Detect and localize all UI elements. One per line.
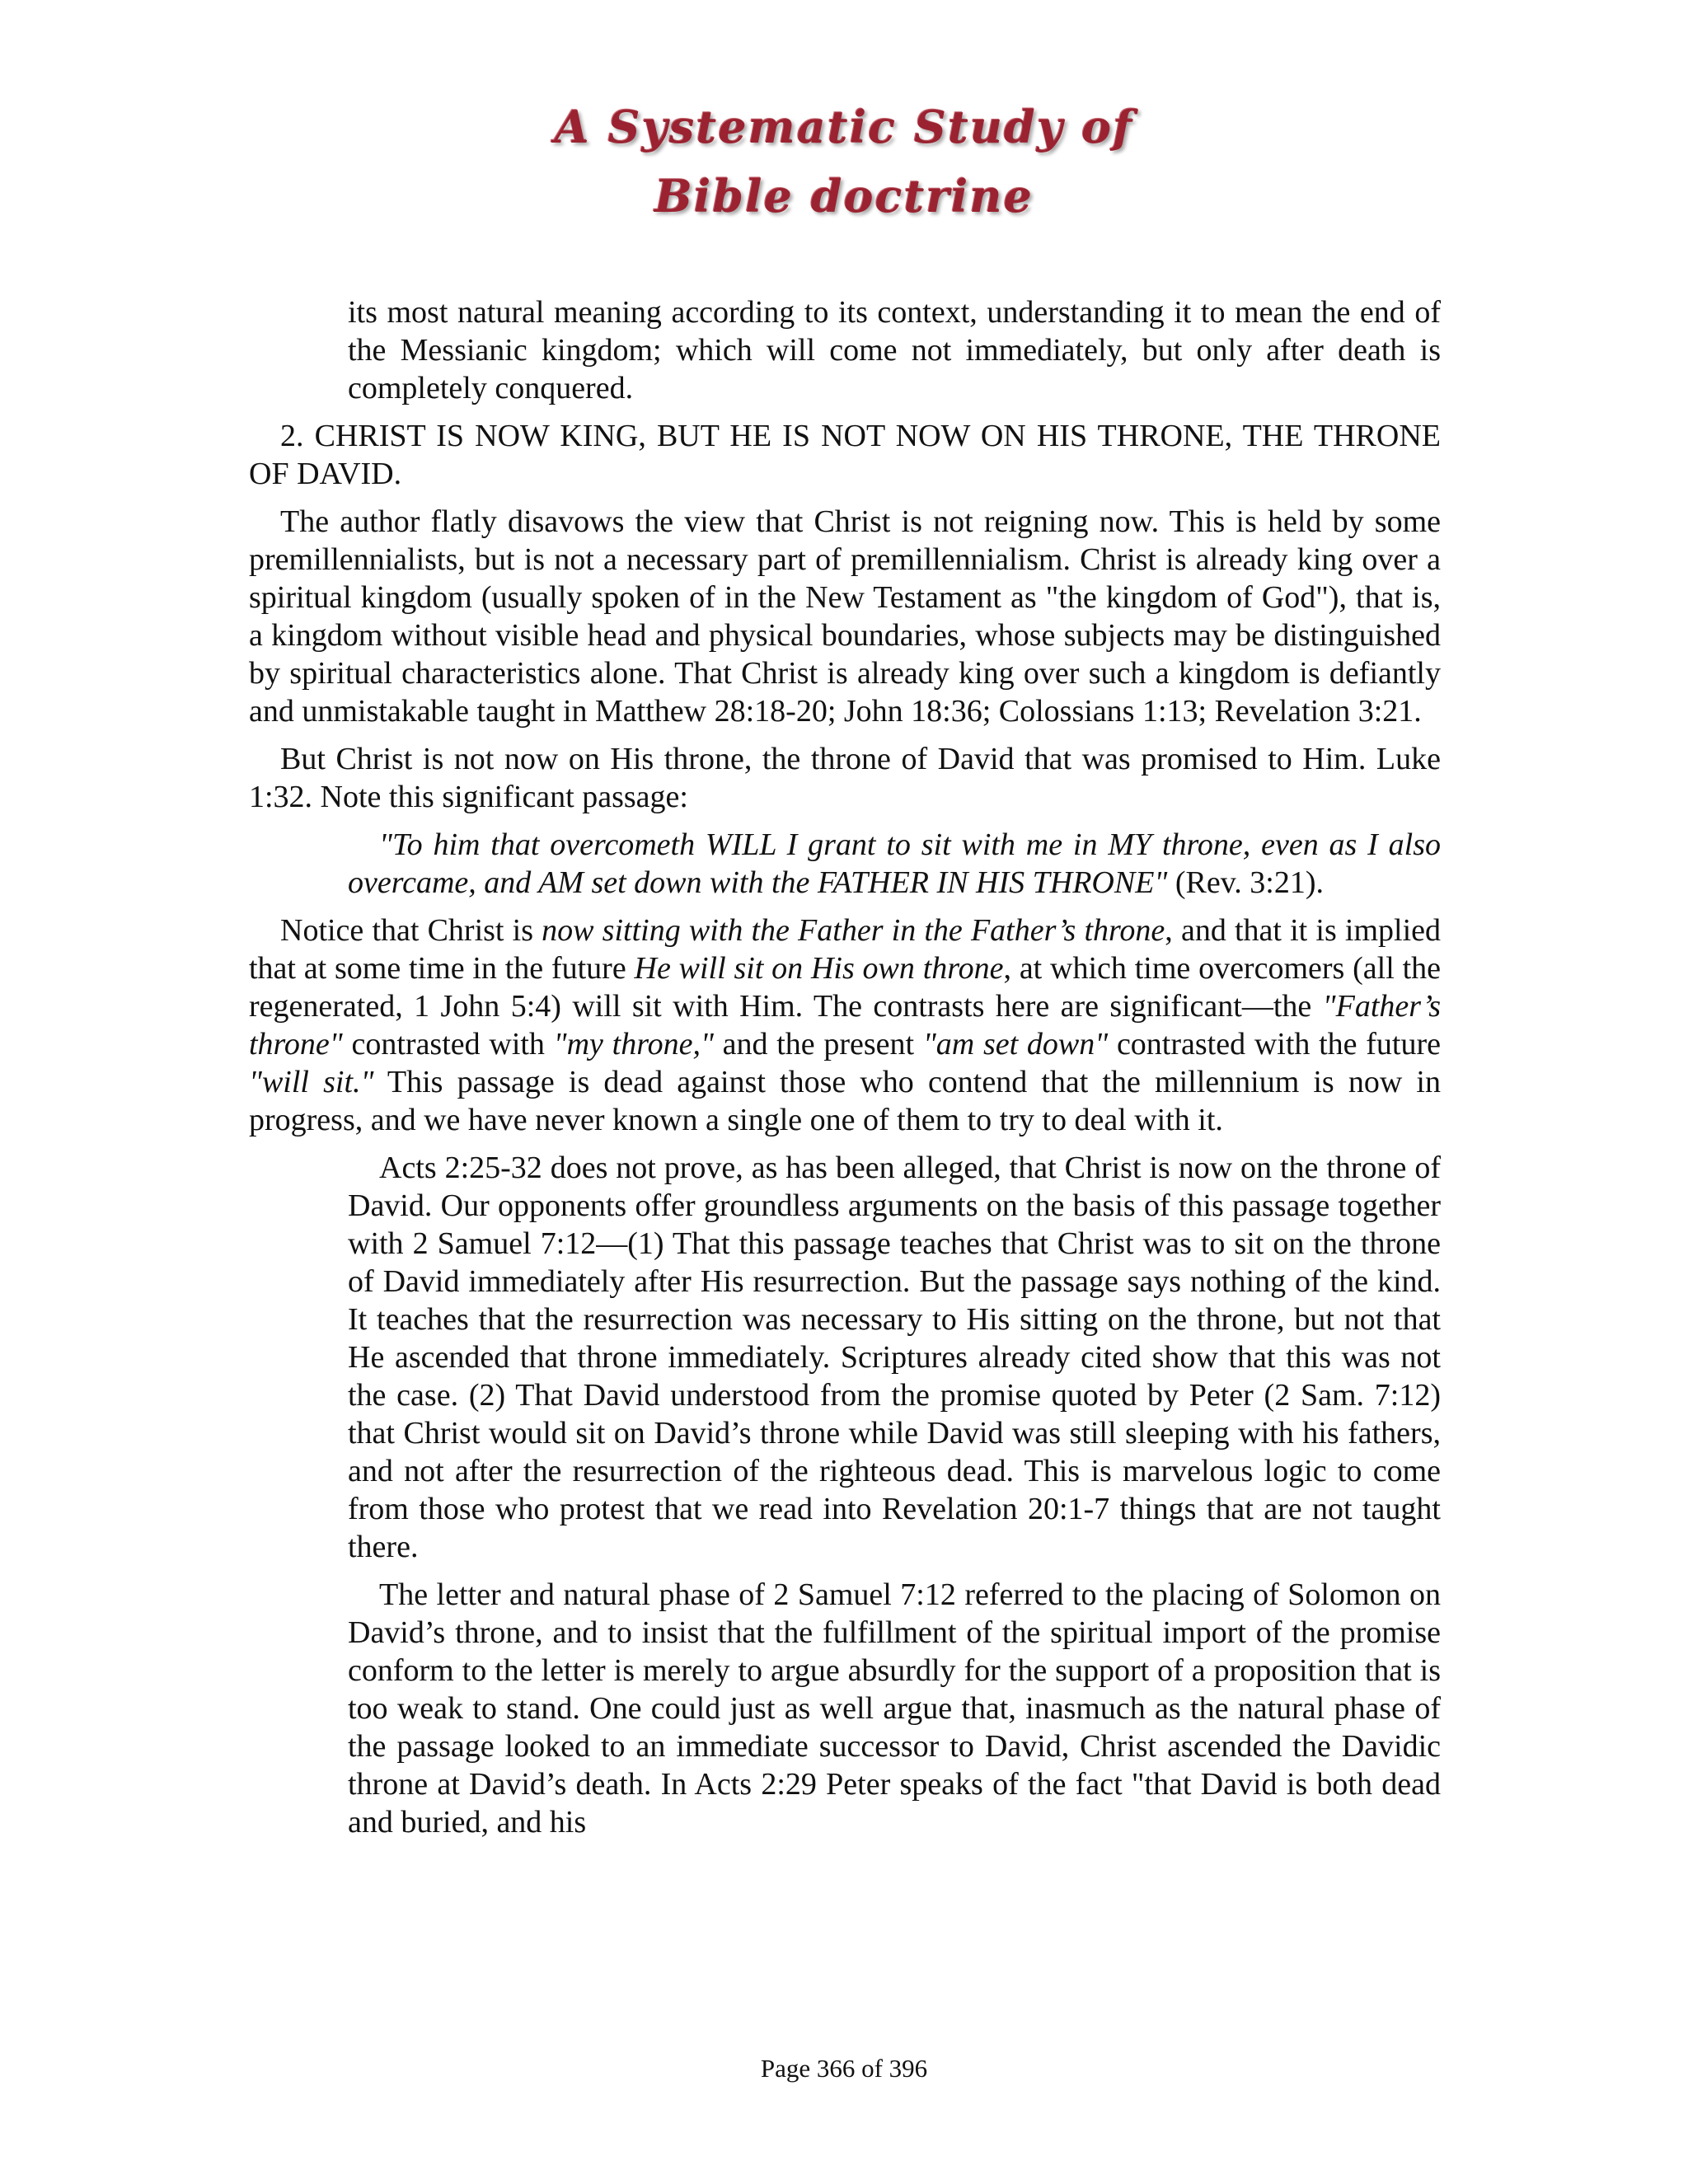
paragraph-christ-reigning: The author flatly disavows the view that Christ is not reigning now. This is held by some premillennialists, but is not a necessary part of premillennialism. Christ is already king over a spiritual kingdom (usually spoken of in the New Testament as "the kingdom of God"), that is, a kingdom without visible head and physical boundaries, whose subjects may be distinguished by spiritual characteristics alone. That Christ is already king over such a kingdom is defiantly and unmistakable taught in Matthew 28:18-20; John 18:36; Colossians 1:13; Revelation 3:21. [249, 504, 1441, 729]
block-quote [348, 826, 1441, 902]
paragraph-continuation: its most natural meaning according to its context, understanding it to mean the end of the Messianic kingdom; which will come not immediately, but only after death is completely conquered. [348, 295, 1441, 405]
text-run: Notice that Christ is [280, 913, 542, 948]
text-run: , and that it is implied that at some time in the future [249, 913, 1442, 986]
header-title-line-2: Bible doctrine [654, 170, 1034, 223]
text-run: contrasted with [342, 1027, 554, 1062]
header-logo [0, 92, 1688, 231]
text-run: , at which time overcomers (all the regenerated, 1 John 5:4) will sit with Him. The contrasts here are significant—the [249, 951, 1441, 1024]
header-title-line-1: A Systematic Study of [554, 101, 1134, 153]
paragraph-notice [249, 912, 1441, 1139]
page-body [249, 293, 1441, 1851]
italic-run: now sitting with the Father in the Father’s throne [542, 913, 1165, 948]
italic-run: "am set down" [922, 1027, 1109, 1062]
italic-run: "my throne," [553, 1027, 714, 1062]
italic-run: "Father’s throne" [249, 989, 1441, 1062]
italic-run: He will sit on His own throne [634, 951, 1004, 986]
block-quote-reference: (Rev. 3:21). [1167, 865, 1324, 900]
paragraph-not-on-throne: But Christ is not now on His throne, the throne of David that was promised to Him. Luke 1:32. Note this significant passage: [249, 742, 1441, 814]
text-run: and the present [713, 1027, 923, 1062]
block-quote-text: "To him that overcometh WILL I grant to sit with me in MY throne, even as I also overcame, and AM set down with the FATHER IN HIS THRONE" [348, 827, 1441, 900]
italic-run: "will sit." [249, 1065, 374, 1099]
section-heading: 2. CHRIST IS NOW KING, BUT HE IS NOT NOW ON HIS THRONE, THE THRONE OF DAVID. [249, 419, 1441, 491]
text-run: contrasted with the future [1108, 1027, 1441, 1062]
paragraph-acts-argument: Acts 2:25-32 does not prove, as has been alleged, that Christ is now on the throne of David. Our opponents offer groundless arguments on the basis of this passage together with 2 Samuel 7:12—(1) That this passage teaches that Christ was to sit on the throne of David immediately after His resurrection. But the passage says nothing of the kind. It teaches that the resurrection was necessary to His sitting on the throne, but not that He ascended that throne immediately. Scriptures already cited show that this was not the case. (2) That David understood from the promise quoted by Peter (2 Sam. 7:12) that Christ would sit on David’s throne while David was still sleeping with his fathers, and not after the resurrection of the righteous dead. This is marvelous logic to come from those who protest that we read into Revelation 20:1-7 things that are not taught there. [348, 1151, 1441, 1564]
page-number: Page 366 of 396 [760, 2054, 928, 2083]
text-run: This passage is dead against those who contend that the millennium is now in progress, and we have never known a single one of them to try to deal with it. [249, 1065, 1441, 1137]
paragraph-samuel-argument: The letter and natural phase of 2 Samuel 7:12 referred to the placing of Solomon on David’s throne, and to insist that the fulfillment of the spiritual import of the promise conform to the letter is merely to argue absurdly for the support of a proposition that is too weak to stand. One could just as well argue that, inasmuch as the natural phase of the passage looked to an immediate successor to David, Christ ascended the Davidic throne at David’s death. In Acts 2:29 Peter speaks of the fact "that David is both dead and buried, and his [348, 1577, 1441, 1840]
